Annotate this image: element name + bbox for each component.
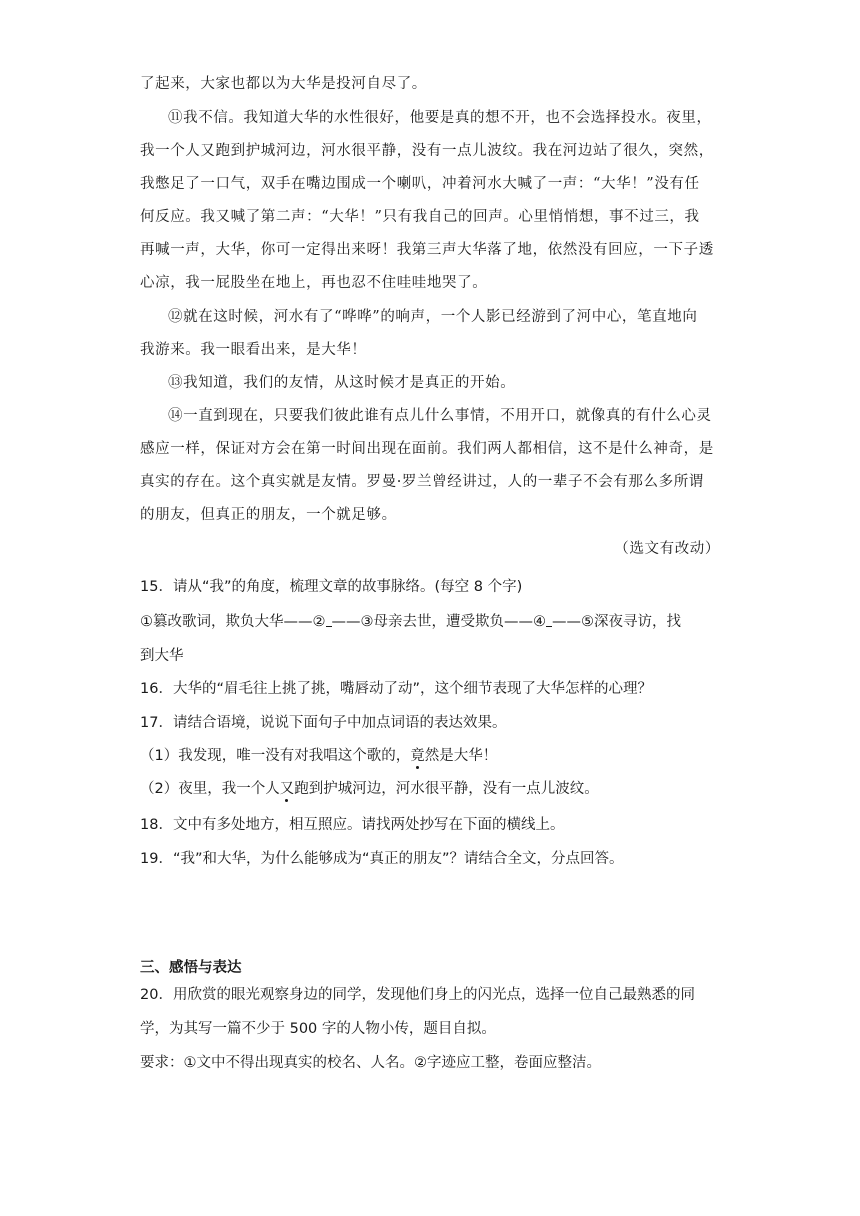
paragraph-14-line: 真实的存在。这个真实就是友情。罗曼·罗兰曾经讲过，人的一辈子不会有那么多所谓 — [140, 474, 704, 490]
outline-part: ——③母亲去世，遭受欺负——④ — [331, 614, 546, 630]
paragraph-11-line: 再喊一声，大华，你可一定得出来呀！我第三声大华落了地，依然没有回应，一下子透 — [140, 242, 714, 258]
paragraph-11-line: 何反应。我又喊了第二声：“大华！”只有我自己的回声。心里悄悄想，事不过三，我 — [140, 209, 700, 225]
question-18: 18．文中有多处地方，相互照应。请找两处抄写在下面的横线上。 — [140, 817, 565, 833]
source-note: （选文有改动） — [614, 541, 720, 557]
paragraph-14-line: 的朋友，但真正的朋友，一个就足够。 — [140, 507, 397, 523]
question-15-outline — [140, 612, 720, 632]
requirements: 要求：①文中不得出现真实的校名、人名。②字迹应工整，卷面应整洁。 — [140, 1055, 601, 1071]
dotted-word: 又 — [279, 781, 295, 797]
paragraph-14-line: 感应一样，保证对方会在第一时间出现在面前。我们两人都相信，这不是什么神奇，是 — [140, 441, 714, 457]
question-19: 19．“我”和大华，为什么能够成为“真正的朋友”？请结合全文，分点回答。 — [140, 851, 624, 867]
question-17-item-1 — [140, 746, 720, 766]
sentence-part: 跑到护城河边，河水很平静，没有一点儿波纹。 — [294, 781, 599, 797]
outline-part: ——⑤深夜寻访，找 — [552, 614, 681, 630]
paragraph-13: ⑬我知道，我们的友情，从这时候才是真正的开始。 — [168, 375, 516, 391]
question-15-outline-cont: 到大华 — [140, 648, 184, 664]
outline-part: ①篡改歌词，欺负大华——② — [140, 614, 326, 630]
sentence-part: （2）夜里，我一个人 — [140, 781, 280, 797]
paragraph-12-line: 我游来。我一眼看出来，是大华！ — [140, 342, 367, 358]
question-20-line: 20．用欣赏的眼光观察身边的同学，发现他们身上的闪光点，选择一位自己最熟悉的同 — [140, 987, 695, 1003]
paragraph-11-line: ⑪我不信。我知道大华的水性很好，他要是真的想不开，也不会选择投水。夜里， — [168, 110, 712, 126]
paragraph-12-line: ⑫就在这时候，河水有了“哗哗”的响声，一个人影已经游到了河中心，笔直地向 — [168, 309, 698, 325]
sentence-part: 然是大华！ — [424, 748, 498, 764]
paragraph-11-line: 心凉，我一屁股坐在地上，再也忍不住哇哇地哭了。 — [140, 275, 488, 291]
dotted-word: 竟 — [410, 748, 425, 764]
question-15: 15．请从“我”的角度，梳理文章的故事脉络。(每空 8 个字) — [140, 579, 523, 595]
question-16: 16．大华的“眉毛往上挑了挑，嘴唇动了动”，这个细节表现了大华怎样的心理？ — [140, 681, 652, 697]
passage-line: 了起来，大家也都以为大华是投河自尽了。 — [140, 76, 427, 92]
paragraph-14-line: ⑭一直到现在，只要我们彼此谁有点儿什么事情，不用开口，就像真的有什么心灵 — [168, 408, 712, 424]
question-20-line: 学，为其写一篇不少于 500 字的人物小传，题目自拟。 — [140, 1021, 496, 1037]
paragraph-11-line: 我憋足了一口气，双手在嘴边围成一个喇叭，冲着河水大喊了一声：“大华！”没有任 — [140, 176, 700, 192]
question-17-item-2 — [140, 779, 720, 799]
paragraph-11-line: 我一个人又跑到护城河边，河水很平静，没有一点儿波纹。我在河边站了很久，突然， — [140, 143, 714, 159]
question-17: 17．请结合语境，说说下面句子中加点词语的表达效果。 — [140, 715, 507, 731]
section-heading: 三、感悟与表达 — [140, 960, 242, 976]
sentence-part: （1）我发现，唯一没有对我唱这个歌的， — [140, 748, 411, 764]
